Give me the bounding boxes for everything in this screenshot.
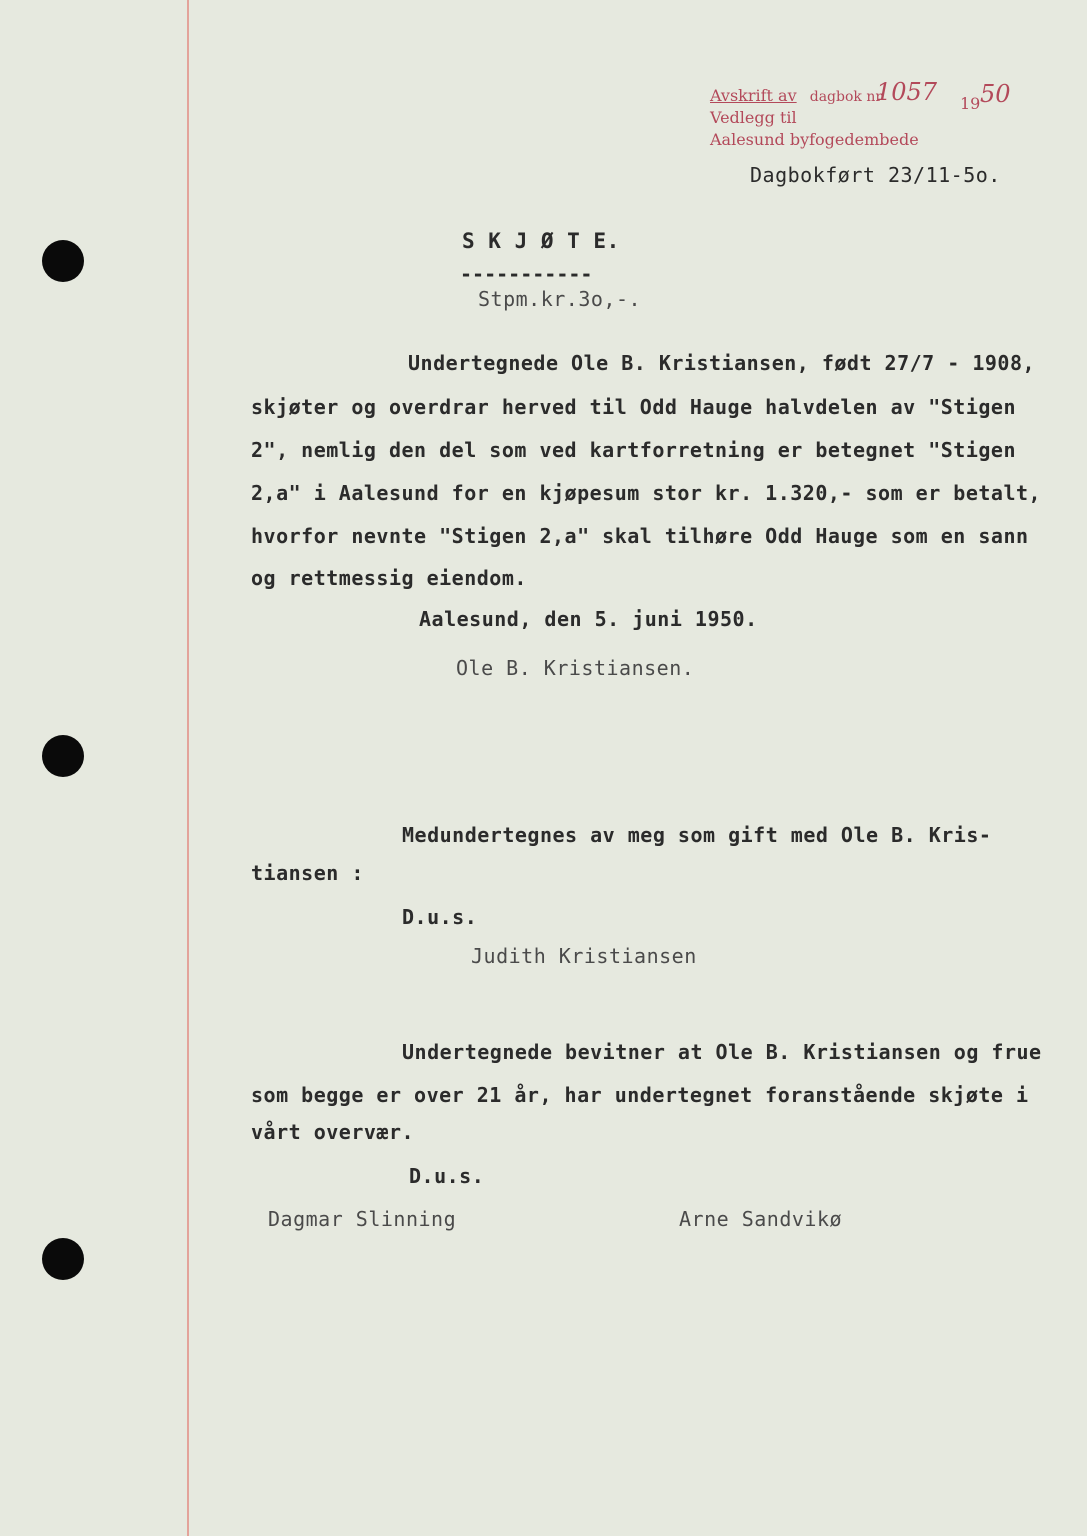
stamp-avskrift: Avskrift av xyxy=(710,86,797,105)
stamp-year-prefix: 19 xyxy=(960,94,981,113)
margin-line xyxy=(187,0,189,1536)
body-line: 2,a" i Aalesund for en kjøpesum stor kr. 1.320,- som er betalt, xyxy=(251,481,1042,505)
body-line: og rettmessig eiendom. xyxy=(251,566,527,590)
place-date: Aalesund, den 5. juni 1950. xyxy=(419,607,758,631)
body-line: Medundertegnes av meg som gift med Ole B. Kris- xyxy=(402,823,992,847)
signature-seller: Ole B. Kristiansen. xyxy=(456,656,695,680)
body-line: som begge er over 21 år, har undertegnet foranstående skjøte i xyxy=(251,1083,1029,1107)
body-line: skjøter og overdrar herved til Odd Hauge halvdelen av "Stigen xyxy=(251,395,1017,419)
title-underline: ----------- xyxy=(460,262,593,286)
punch-hole-top xyxy=(42,240,84,282)
body-line: Undertegnede bevitner at Ole B. Kristiansen og frue xyxy=(402,1040,1042,1064)
handwritten-year: 50 xyxy=(980,80,1011,108)
dus-1: D.u.s. xyxy=(402,905,478,929)
witness-signature-2: Arne Sandvikø xyxy=(679,1207,843,1231)
signature-spouse: Judith Kristiansen xyxy=(471,944,697,968)
witness-signature-1: Dagmar Slinning xyxy=(268,1207,457,1231)
body-line: tiansen : xyxy=(251,861,364,885)
dagbokfort-line: Dagbokført 23/11-5o. xyxy=(750,163,1001,187)
page-title: S K J Ø T E. xyxy=(462,229,620,253)
handwritten-number: 1057 xyxy=(876,78,938,106)
stamp-dagbok-nr: dagbok nr xyxy=(809,89,883,105)
punch-hole-middle xyxy=(42,735,84,777)
body-line: 2", nemlig den del som ved kartforretning er betegnet "Stigen xyxy=(251,438,1017,462)
stamp-duty: Stpm.kr.3o,-. xyxy=(478,287,642,311)
dus-2: D.u.s. xyxy=(409,1164,485,1188)
stamp-line3: Aalesund byfogedembede xyxy=(710,130,919,149)
body-line: vårt overvær. xyxy=(251,1120,415,1144)
stamp-line1 xyxy=(710,86,882,105)
body-line: Undertegnede Ole B. Kristiansen, født 27/7 - 1908, xyxy=(408,351,1036,375)
stamp-line2: Vedlegg til xyxy=(710,108,797,127)
punch-hole-bottom xyxy=(42,1238,84,1280)
body-line: hvorfor nevnte "Stigen 2,a" skal tilhøre Odd Hauge som en sann xyxy=(251,524,1029,548)
